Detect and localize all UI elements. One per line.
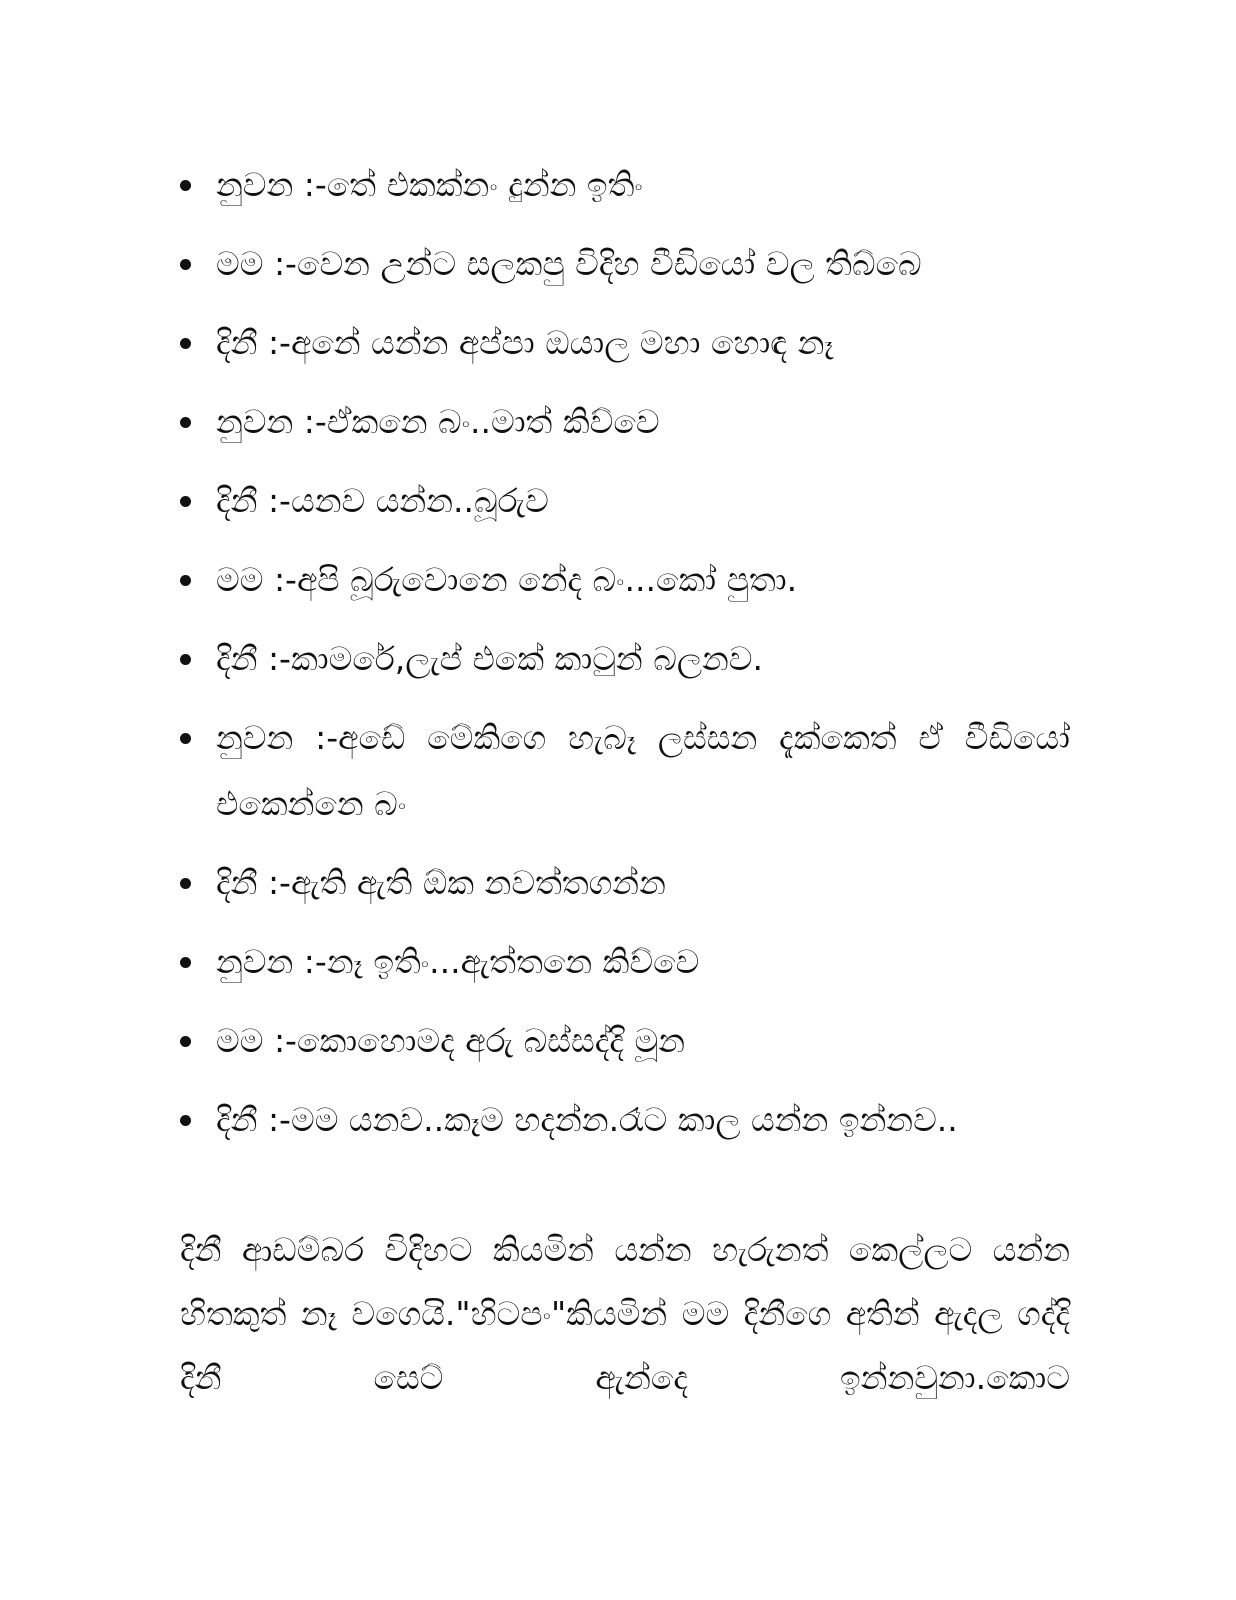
narrative-paragraph: දිනී ආඩම්බර විදිහට කියමින් යන්න හැරුනත් කෙල්ලට යන්න හිතකුත් නෑ වගෙයි."හිටපං"කියමින් මම දිනීගෙ අතින් ඇදල ගද්දි දිනී සෙට් ඇන්දෙ ඉන්නවුනා.කොට (180, 1230, 1070, 1397)
dialogue-line (180, 547, 1070, 613)
bullet-icon (180, 878, 191, 889)
dialogue-text: නුවන :-තේ එකක්නං දුන්න ඉතිං (216, 165, 643, 204)
dialogue-text: දිනී :-යනව යන්න..බූරුව (216, 481, 549, 520)
dialogue-text: නුවන :-අඩේ මේකිගෙ හැබෑ ලස්සන දැක්කෙත් ඒ වීඩියෝ එකෙන්නෙ බං (216, 718, 1070, 823)
bullet-icon (180, 417, 191, 428)
bullet-icon (180, 575, 191, 586)
dialogue-line (180, 626, 1070, 692)
dialogue-text: දිනී :-මම යනව..කෑම හදන්න.රෑට කාල යන්න ඉන්නව.. (216, 1100, 958, 1139)
dialogue-text: නුවන :-ඒකනෙ බං..මාත් කිව්වෙ (216, 402, 660, 441)
bullet-icon (180, 1036, 191, 1047)
dialogue-line (180, 152, 1070, 218)
dialogue-text: නුවන :-නෑ ඉතිං...ඇත්තනෙ කිව්වෙ (216, 942, 700, 981)
bullet-icon (180, 180, 191, 191)
dialogue-line (180, 929, 1070, 995)
dialogue-line (180, 389, 1070, 455)
bullet-icon (180, 957, 191, 968)
dialogue-line (180, 705, 1070, 837)
dialogue-text: මම :-අපි බූරුවොනෙ නේද බං...කෝ පුතා. (216, 560, 798, 599)
bullet-icon (180, 1115, 191, 1126)
dialogue-text: දිනී :-කාමරේ,ලැප් එකේ කාටුන් බලනව. (216, 639, 764, 678)
dialogue-line (180, 310, 1070, 376)
bullet-icon (180, 338, 191, 349)
bullet-icon (180, 496, 191, 507)
bullet-icon (180, 654, 191, 665)
dialogue-line (180, 1008, 1070, 1074)
dialogue-text: දිනී :-අනේ යන්න අප්පා ඔයාල මහා හොඳ නෑ (216, 323, 834, 362)
dialogue-text: මම :-කොහොමද අරු බස්සද්දි මූන (216, 1021, 686, 1060)
dialogue-line (180, 1087, 1070, 1153)
dialogue-line (180, 468, 1070, 534)
dialogue-line (180, 850, 1070, 916)
bullet-icon (180, 259, 191, 270)
bullet-icon (180, 733, 191, 744)
dialogue-list (180, 152, 1070, 1166)
dialogue-text: දිනී :-ඇති ඇති ඕක නවත්තගන්න (216, 863, 666, 902)
dialogue-text: මම :-වෙන උන්ට සලකපු විදිහ වීඩියෝ වල තිබ්බෙ (216, 244, 922, 283)
dialogue-line (180, 231, 1070, 297)
